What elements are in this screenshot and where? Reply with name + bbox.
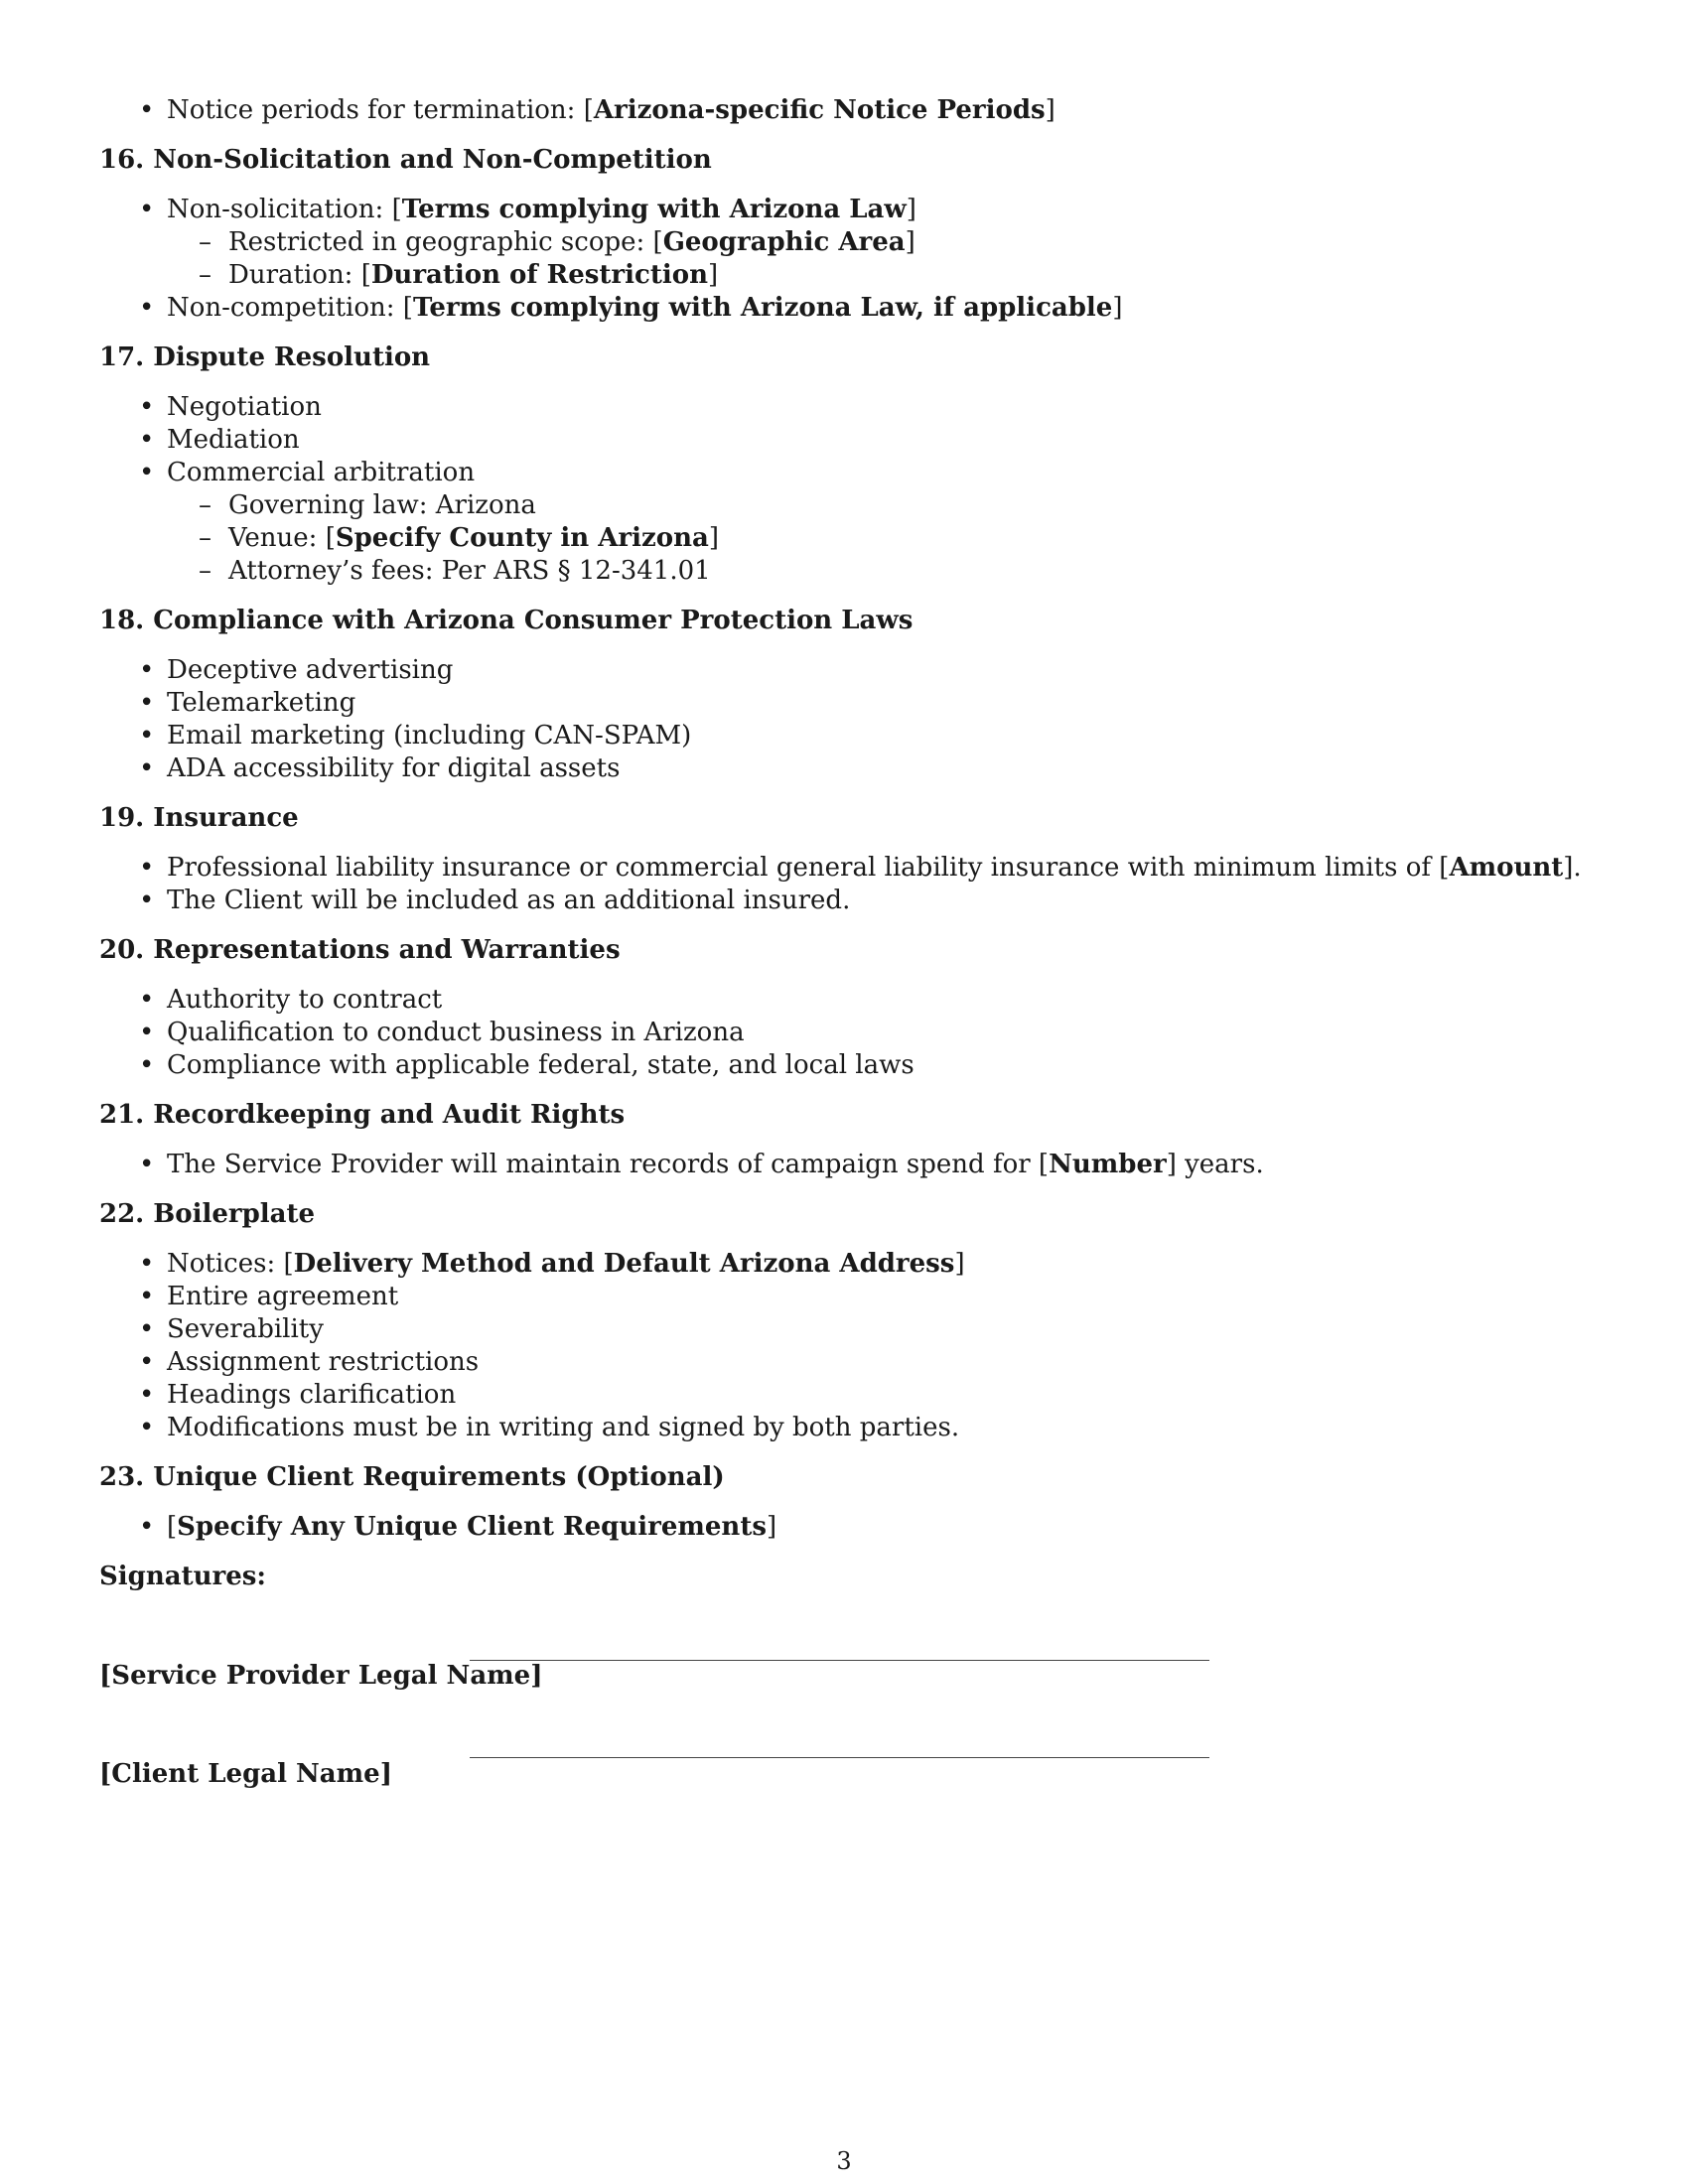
section-heading: 18. Compliance with Arizona Consumer Protection Laws bbox=[99, 606, 914, 635]
document-page bbox=[99, 94, 1589, 1791]
placeholder-suffix: ] bbox=[766, 1512, 777, 1542]
provider-legal-name: [Service Provider Legal Name] bbox=[99, 1661, 543, 1691]
placeholder-field: Duration of Restriction bbox=[370, 260, 708, 290]
list-item bbox=[99, 424, 1589, 457]
placeholder-bracket: [ bbox=[167, 1512, 178, 1542]
placeholder-bracket: [ bbox=[652, 227, 663, 257]
list-item bbox=[99, 1412, 1589, 1444]
list-item bbox=[99, 852, 1589, 885]
placeholder-field: Arizona-specific Notice Periods bbox=[593, 95, 1046, 125]
list-item-text: The Service Provider will maintain records of campaign spend for bbox=[167, 1150, 1039, 1179]
section-heading: 19. Insurance bbox=[99, 803, 299, 833]
placeholder-bracket: [ bbox=[360, 260, 371, 290]
placeholder-field: Geographic Area bbox=[662, 227, 906, 257]
list-item-text: Qualification to conduct business in Arizona bbox=[167, 1018, 745, 1047]
placeholder-suffix: ] bbox=[707, 260, 719, 290]
sub-list-item bbox=[99, 226, 1589, 259]
list-item bbox=[99, 94, 1589, 127]
list-item bbox=[99, 1017, 1589, 1049]
placeholder-suffix: ] bbox=[1112, 293, 1123, 323]
placeholder-suffix: ] bbox=[708, 523, 719, 553]
sub-list-item bbox=[99, 489, 1589, 522]
signatures-heading: Signatures: bbox=[99, 1562, 266, 1591]
client-signature-line bbox=[470, 1757, 1209, 1758]
list-item-text: Non-solicitation: bbox=[167, 195, 392, 224]
section-heading: 21. Recordkeeping and Audit Rights bbox=[99, 1100, 626, 1130]
placeholder-field: Amount bbox=[1449, 853, 1564, 883]
list-item bbox=[99, 292, 1589, 325]
placeholder-field: Delivery Method and Default Arizona Address bbox=[293, 1249, 955, 1279]
list-item-text: Headings clarification bbox=[167, 1380, 457, 1410]
section-heading: 23. Unique Client Requirements (Optional) bbox=[99, 1462, 725, 1492]
sub-list-item bbox=[99, 522, 1589, 555]
section-heading: 22. Boilerplate bbox=[99, 1199, 316, 1229]
section-heading: 16. Non-Solicitation and Non-Competition bbox=[99, 145, 712, 175]
list-item-text: Negotiation bbox=[167, 392, 322, 422]
placeholder-bracket: [ bbox=[402, 293, 413, 323]
placeholder-bracket: [ bbox=[325, 523, 336, 553]
list-item bbox=[99, 1281, 1589, 1313]
placeholder-field: Terms complying with Arizona Law bbox=[401, 195, 907, 224]
placeholder-suffix: ] bbox=[906, 195, 916, 224]
page-number: 3 bbox=[836, 2147, 852, 2175]
list-item-text: Authority to contract bbox=[167, 985, 443, 1015]
list-item bbox=[99, 687, 1589, 720]
list-item bbox=[99, 1313, 1589, 1346]
placeholder-suffix: ]. bbox=[1563, 853, 1582, 883]
placeholder-bracket: [ bbox=[1038, 1150, 1050, 1179]
list-item bbox=[99, 194, 1589, 226]
placeholder-field: Specify County in Arizona bbox=[335, 523, 709, 553]
list-item-text: Compliance with applicable federal, state, and local laws bbox=[167, 1050, 914, 1080]
list-item bbox=[99, 885, 1589, 917]
list-item bbox=[99, 654, 1589, 687]
document-sections bbox=[99, 94, 1589, 1544]
list-item bbox=[99, 457, 1589, 489]
list-item bbox=[99, 720, 1589, 752]
list-item-text: Non-competition: bbox=[167, 293, 403, 323]
list-item-text: Deceptive advertising bbox=[167, 655, 454, 685]
list-item-text: Venue: bbox=[228, 523, 326, 553]
list-item-text: Entire agreement bbox=[167, 1282, 399, 1311]
placeholder-field: Specify Any Unique Client Requirements bbox=[177, 1512, 767, 1542]
placeholder-field: Terms complying with Arizona Law, if applicable bbox=[412, 293, 1113, 323]
list-item bbox=[99, 391, 1589, 424]
signatures-block bbox=[99, 1561, 1589, 1791]
list-item-text: Notice periods for termination: bbox=[167, 95, 584, 125]
list-item-text: Professional liability insurance or commercial general liability insurance with minimum limits of bbox=[167, 853, 1440, 883]
list-item-text: Duration: bbox=[228, 260, 361, 290]
list-item bbox=[99, 984, 1589, 1017]
placeholder-suffix: ] bbox=[905, 227, 915, 257]
placeholder-bracket: [ bbox=[391, 195, 402, 224]
section-heading: 20. Representations and Warranties bbox=[99, 935, 621, 965]
placeholder-suffix: ] bbox=[954, 1249, 965, 1279]
sub-list-item bbox=[99, 259, 1589, 292]
list-item bbox=[99, 1511, 1589, 1544]
list-item-text: Commercial arbitration bbox=[167, 458, 476, 487]
list-item-text: Restricted in geographic scope: bbox=[228, 227, 653, 257]
list-item-text: Governing law: Arizona bbox=[228, 490, 536, 520]
list-item-text: ADA accessibility for digital assets bbox=[167, 753, 621, 783]
list-item-text: Severability bbox=[167, 1314, 324, 1344]
placeholder-bracket: [ bbox=[583, 95, 594, 125]
list-item-text: Assignment restrictions bbox=[167, 1347, 480, 1377]
provider-signature-line bbox=[470, 1660, 1209, 1661]
list-item-text: Mediation bbox=[167, 425, 300, 455]
list-item-text: Notices: bbox=[167, 1249, 284, 1279]
sub-list-item bbox=[99, 555, 1589, 588]
list-item-text: The Client will be included as an additional insured. bbox=[167, 886, 851, 915]
placeholder-field: Number bbox=[1049, 1150, 1167, 1179]
section-heading: 17. Dispute Resolution bbox=[99, 342, 431, 372]
list-item-text: Attorney’s fees: Per ARS § 12-341.01 bbox=[228, 556, 711, 586]
placeholder-bracket: [ bbox=[1439, 853, 1450, 883]
list-item bbox=[99, 1346, 1589, 1379]
list-item bbox=[99, 752, 1589, 785]
list-item bbox=[99, 1248, 1589, 1281]
list-item-text: Email marketing (including CAN-SPAM) bbox=[167, 721, 692, 751]
list-item-text: Telemarketing bbox=[167, 688, 356, 718]
list-item bbox=[99, 1049, 1589, 1082]
placeholder-bracket: [ bbox=[283, 1249, 294, 1279]
list-item-text: Modifications must be in writing and signed by both parties. bbox=[167, 1413, 960, 1442]
list-item bbox=[99, 1379, 1589, 1412]
placeholder-suffix: ] years. bbox=[1166, 1150, 1264, 1179]
client-legal-name: [Client Legal Name] bbox=[99, 1759, 393, 1789]
list-item bbox=[99, 1149, 1589, 1181]
placeholder-suffix: ] bbox=[1045, 95, 1055, 125]
